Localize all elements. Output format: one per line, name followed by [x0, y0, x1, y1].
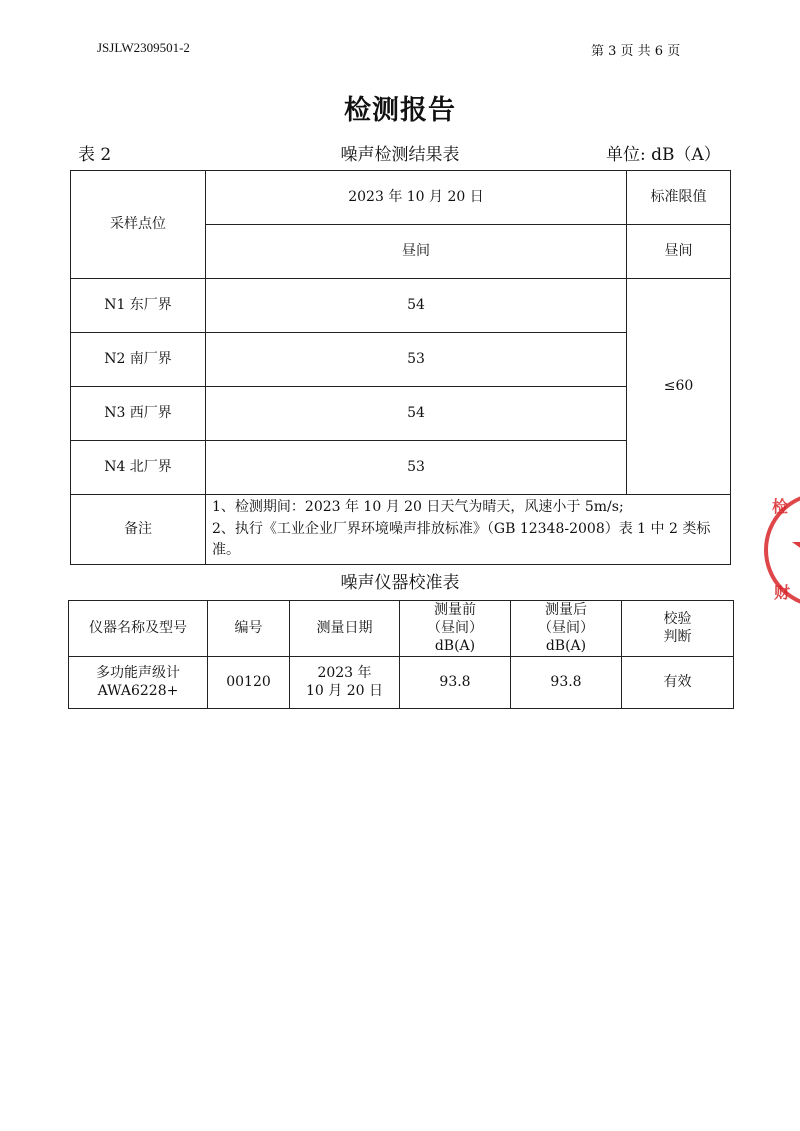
header-judgement-line-2: 判断 [663, 629, 692, 646]
sampling-point: N4 北厂界 [71, 441, 206, 495]
after-value: 93.8 [511, 656, 622, 708]
seal-star-icon [792, 525, 800, 569]
seal-stamp [760, 470, 800, 630]
remark-line-2: 2、执行《工业企业厂界环境噪声排放标准》（GB 12348-2008）表 1 中 2 类标准。 [212, 520, 711, 559]
header-daytime: 昼间 [206, 225, 627, 279]
measured-value: 54 [206, 387, 627, 441]
header-before [400, 601, 511, 657]
header-instrument: 仪器名称及型号 [69, 601, 208, 657]
header-measure-date: 测量日期 [290, 601, 400, 657]
instrument-name-line-1: 多功能声级计 [96, 664, 180, 681]
measure-date-line-1: 2023 年 [317, 664, 372, 681]
header-after-line-2: （昼间） [538, 620, 594, 637]
measure-date [290, 656, 400, 708]
remark-line-1: 1、检测期间：2023 年 10 月 20 日天气为晴天，风速小于 5m/s; [212, 499, 624, 515]
remark-text [206, 495, 731, 565]
header-before-line-1: 测量前 [434, 602, 476, 618]
table-number: 表 2 [78, 145, 112, 165]
sampling-point: N2 南厂界 [71, 333, 206, 387]
header-after-line-3: dB(A) [545, 638, 587, 655]
measured-value: 53 [206, 333, 627, 387]
table-title: 噪声检测结果表 [340, 145, 460, 165]
table-row [71, 279, 731, 333]
instrument-name-line-2: AWA6228+ [97, 683, 179, 700]
page-number: 第 3 页 共 6 页 [591, 44, 681, 59]
header-after-line-1: 测量后 [545, 602, 587, 618]
header-date: 2023 年 10 月 20 日 [206, 171, 627, 225]
seal-glyph-bottom: 财 [774, 583, 791, 602]
table-row [69, 656, 734, 708]
judgement-value: 有效 [622, 656, 734, 708]
before-value: 93.8 [400, 656, 511, 708]
header-before-line-2: （昼间） [427, 620, 483, 637]
measured-value: 53 [206, 441, 627, 495]
header-after [511, 601, 622, 657]
remark-label: 备注 [71, 495, 206, 565]
instrument-name [69, 656, 208, 708]
header-sampling-point: 采样点位 [71, 171, 206, 279]
header-standard-limit: 标准限值 [627, 171, 731, 225]
seal-glyph-top: 检 [772, 497, 789, 516]
sampling-point: N1 东厂界 [71, 279, 206, 333]
measured-value: 54 [206, 279, 627, 333]
unit-label: 单位: dB（A） [606, 145, 721, 165]
calibration-table [68, 600, 734, 709]
header-number: 编号 [208, 601, 290, 657]
noise-result-table [70, 170, 731, 565]
header-judgement-line-1: 校验 [663, 611, 692, 628]
header-judgement [622, 601, 734, 657]
calibration-table-title: 噪声仪器校准表 [340, 573, 460, 593]
report-title: 检测报告 [344, 95, 456, 126]
header-limit-daytime: 昼间 [627, 225, 731, 279]
measure-date-line-2: 10 月 20 日 [306, 683, 383, 700]
report-number: JSJLW2309501-2 [97, 40, 190, 55]
header-before-line-3: dB(A) [434, 638, 476, 655]
instrument-number: 00120 [208, 656, 290, 708]
limit-value: ≤60 [627, 279, 731, 495]
sampling-point: N3 西厂界 [71, 387, 206, 441]
